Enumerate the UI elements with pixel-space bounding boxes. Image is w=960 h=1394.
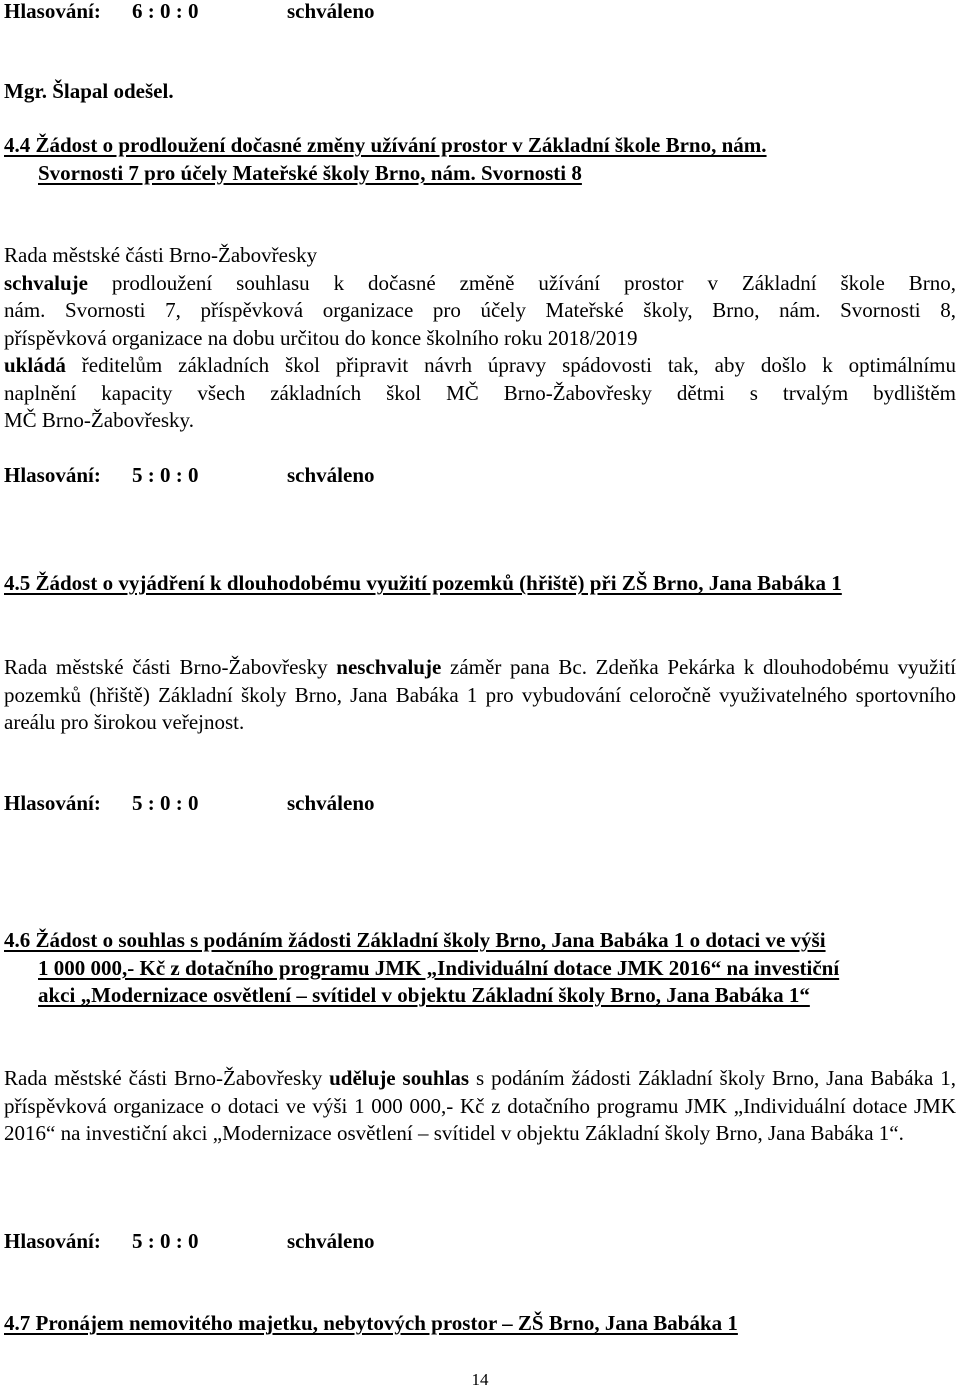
vote-result-2 — [4, 462, 375, 490]
vote-count: 5 : 0 : 0 — [132, 463, 199, 487]
heading-line: 1 000 000,- Kč z dotačního programu JMK „Individuální dotace JMK 2016“ na investiční — [38, 955, 840, 980]
page-number: 14 — [471, 1370, 489, 1389]
resolution-verb: ukládá — [4, 353, 66, 377]
vote-result-3 — [4, 790, 375, 818]
vote-result-4 — [4, 1228, 375, 1256]
section-4-6-heading — [4, 927, 956, 1010]
vote-label: Hlasování: — [4, 0, 101, 23]
resolution-line — [4, 352, 956, 380]
resolution-text: ředitelům základních škol připravit návrh úpravy spádovosti tak, aby došlo k optimálnímu — [65, 353, 956, 377]
body-text: Rada městské části Brno-Žabovřesky — [4, 655, 337, 679]
body-text: s podáním žádosti Základní školy Brno, Jana Babáka 1, příspěvková organizace o dotaci ve výši 1 000 000,- Kč z dotačního programu JMK „Individuální dotace JMK 2016“ na investiční akci „Modernizace osvětlení – svítidel v objektu Základní školy Brno, Jana Babáka 1“. — [4, 1066, 957, 1145]
heading-line: Svornosti 7 pro účely Mateřské školy Brno, nám. Svornosti 8 — [38, 160, 582, 185]
vote-count: 5 : 0 : 0 — [132, 791, 199, 815]
body-text: záměr pana Bc. Zdeňka Pekárka k dlouhodobému využití pozemků (hřiště) Základní školy Brno, Jana Babáka 1 pro vybudování celoročně využivatelného sportovního areálu pro širokou veřejnost. — [4, 655, 956, 734]
vote-outcome: schváleno — [287, 1229, 375, 1253]
section-4-5-heading: 4.5 Žádost o vyjádření k dlouhodobému využití pozemků (hřiště) při ZŠ Brno, Jana Babáka 1 — [4, 571, 842, 595]
departure-note: Mgr. Šlapal odešel. — [4, 79, 174, 103]
vote-count: 5 : 0 : 0 — [132, 1229, 199, 1253]
resolution-verb: neschvaluje — [336, 655, 442, 679]
resolution-line: MČ Brno-Žabovřesky. — [4, 408, 194, 432]
vote-outcome: schváleno — [287, 0, 375, 23]
vote-result-1 — [4, 0, 375, 26]
section-4-5-body — [4, 654, 956, 737]
resolution-line: nám. Svornosti 7, příspěvková organizace pro účely Mateřské školy, Brno, nám. Svornosti 8, — [4, 298, 956, 322]
resolution-line: příspěvková organizace na dobu určitou do konce školního roku 2018/2019 — [4, 325, 638, 350]
resolution-text: prodloužení souhlasu k dočasné změně užívání prostor v Základní škole Brno, — [88, 270, 956, 295]
vote-label: Hlasování: — [4, 1229, 101, 1253]
body-text: Rada městské části Brno-Žabovřesky — [4, 1066, 330, 1090]
resolution-line: naplnění kapacity všech základních škol MČ Brno-Žabovřesky dětmi s trvalým bydlištěm — [4, 380, 956, 405]
section-4-4-heading — [4, 132, 956, 187]
vote-label: Hlasování: — [4, 463, 101, 487]
vote-outcome: schváleno — [287, 463, 375, 487]
section-4-7-heading: 4.7 Pronájem nemovitého majetku, nebytových prostor – ZŠ Brno, Jana Babáka 1 — [4, 1311, 738, 1335]
resolution-verb: uděluje souhlas — [329, 1066, 470, 1090]
section-4-4-body — [4, 242, 956, 435]
heading-line: akci „Modernizace osvětlení – svítidel v objektu Základní školy Brno, Jana Babáka 1“ — [38, 983, 810, 1007]
section-4-6-body — [4, 1065, 956, 1148]
vote-label: Hlasování: — [4, 791, 101, 815]
vote-count: 6 : 0 : 0 — [132, 0, 199, 23]
resolution-verb: schvaluje — [4, 270, 88, 295]
resolution-line — [4, 270, 956, 298]
heading-line: 4.6 Žádost o souhlas s podáním žádosti Základní školy Brno, Jana Babáka 1 o dotaci ve výši — [4, 928, 826, 952]
heading-line: 4.4 Žádost o prodloužení dočasné změny užívání prostor v Základní škole Brno, nám. — [4, 133, 767, 157]
vote-outcome: schváleno — [287, 791, 375, 815]
council-intro: Rada městské části Brno-Žabovřesky — [4, 243, 318, 267]
